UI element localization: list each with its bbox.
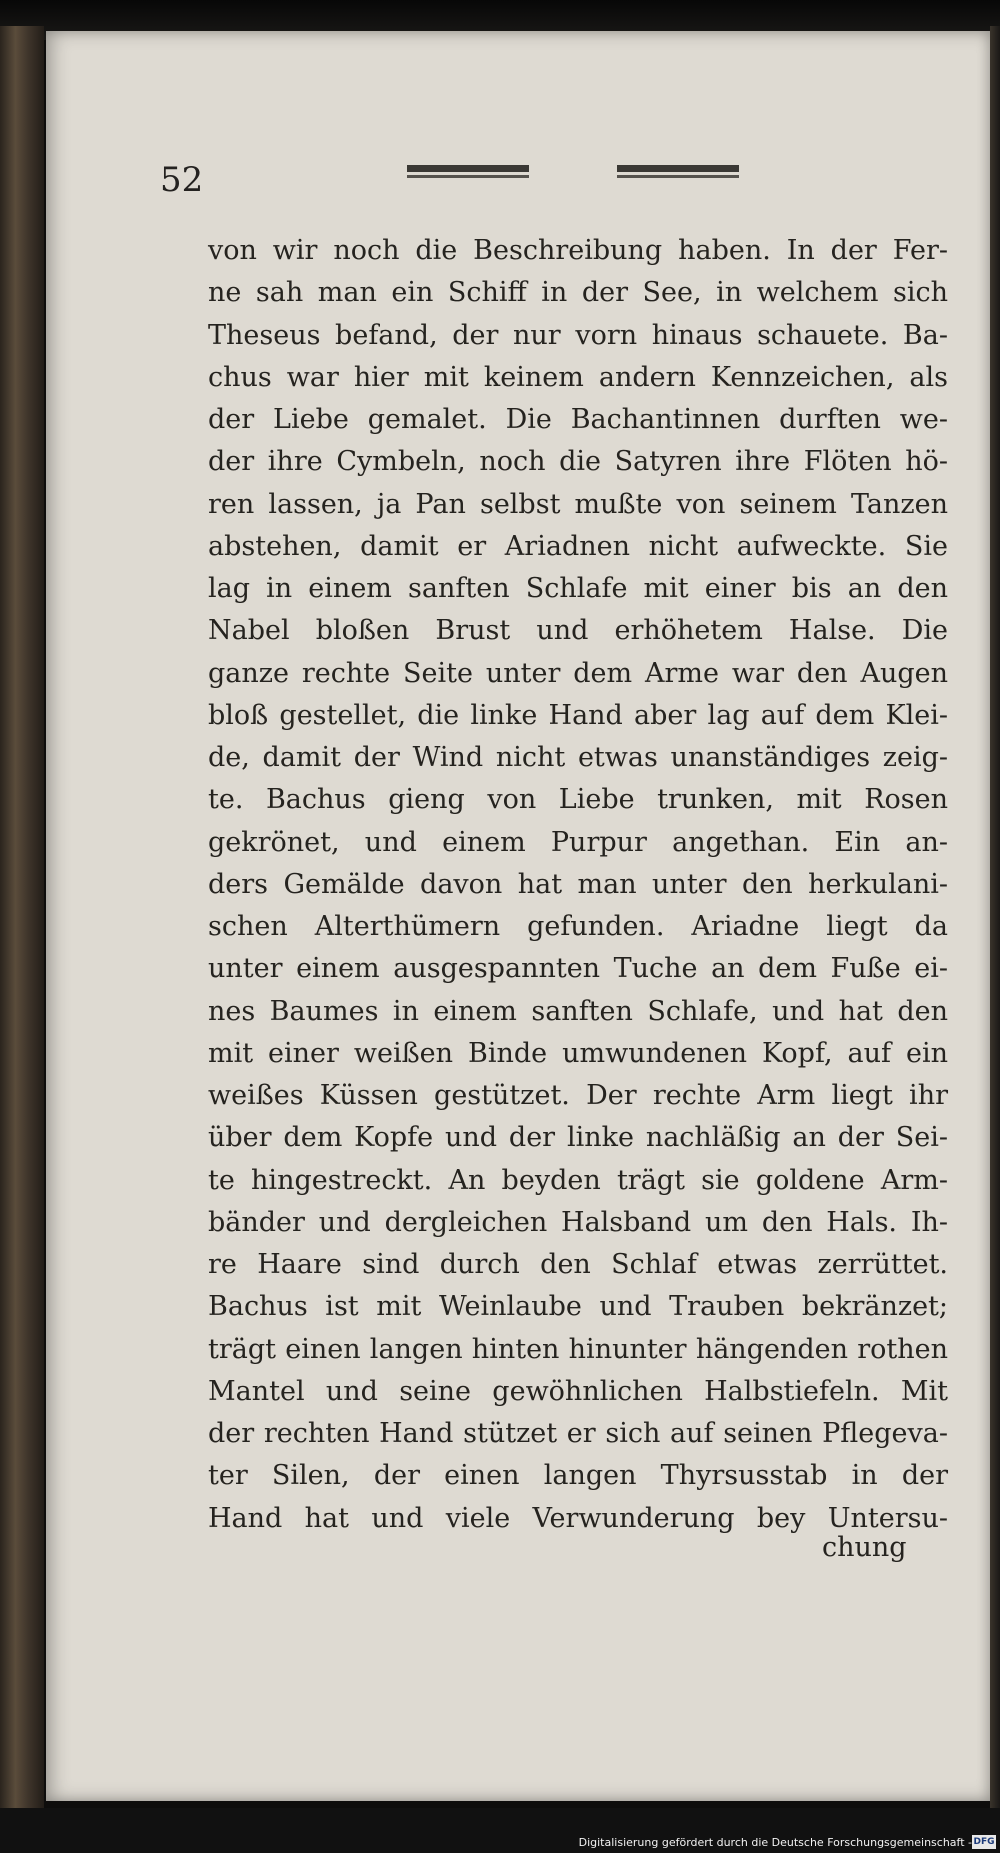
text-line: schen Alterthümern gefunden. Ariadne liegt da (208, 911, 948, 942)
text-line: abstehen, damit er Ariadnen nicht aufweckte. Sie (208, 530, 948, 562)
text-line: ter Silen, der einen langen Thyrsusstab in der (208, 1460, 948, 1492)
text-line: te hingestreckt. An beyden trägt sie goldene Arm- (208, 1164, 948, 1196)
text-line: weißes Küssen gestützet. Der rechte Arm liegt ihr (208, 1080, 948, 1111)
text-line: de, damit der Wind nicht etwas unanständiges zeig- (208, 742, 948, 773)
text-line: Theseus befand, der nur vorn hinaus schauete. Ba- (208, 319, 948, 351)
text-line: re Haare sind durch den Schlaf etwas zerrüttet. (208, 1249, 948, 1280)
text-line: der rechten Hand stützet er sich auf seinen Pflegeva- (208, 1418, 948, 1449)
text-line: bloß gestellet, die linke Hand aber lag auf dem Klei- (208, 699, 948, 731)
text-line: Bachus ist mit Weinlaube und Trauben bekränzet; (208, 1291, 948, 1323)
text-line: unter einem ausgespannten Tuche an dem Fuße ei- (208, 953, 948, 985)
text-line: über dem Kopfe und der linke nachläßig an der Sei- (208, 1122, 948, 1154)
text-line: mit einer weißen Binde umwundenen Kopf, auf ein (208, 1037, 948, 1069)
text-line: lag in einem sanften Schlafe mit einer bis an den (208, 573, 948, 604)
body-text (208, 230, 948, 1540)
text-line: Mantel und seine gewöhnlichen Halbstiefeln. Mit (208, 1375, 948, 1407)
page-number: 52 (160, 160, 204, 200)
text-line: der ihre Cymbeln, noch die Satyren ihre Flöten hö- (208, 446, 948, 478)
book-spine (0, 26, 44, 1808)
text-line: nes Baumes in einem sanften Schlafe, und hat den (208, 995, 948, 1027)
catchword: chung (822, 1532, 907, 1563)
dfg-logo: DFG (973, 1837, 995, 1847)
text-line: der Liebe gemalet. Die Bachantinnen durften we- (208, 404, 948, 435)
header-ornament-right (617, 161, 739, 183)
text-line: ders Gemälde davon hat man unter den herkulani- (208, 868, 948, 900)
text-line: ne sah man ein Schiff in der See, in welchem sich (208, 277, 948, 309)
text-line: te. Bachus gieng von Liebe trunken, mit Rosen (208, 784, 948, 816)
text-line: Hand hat und viele Verwunderung bey Untersu- (208, 1502, 948, 1534)
text-line: ganze rechte Seite unter dem Arme war den Augen (208, 657, 948, 689)
text-line: chus war hier mit keinem andern Kennzeichen, als (208, 361, 948, 393)
digitization-credit: Digitalisierung gefördert durch die Deutsche Forschungsgemeinschaft - (578, 1836, 972, 1849)
text-line: bänder und dergleichen Halsband um den Hals. Ih- (208, 1206, 948, 1238)
text-line: Nabel bloßen Brust und erhöhetem Halse. Die (208, 615, 948, 647)
header-ornament-left (407, 161, 529, 183)
text-line: ren lassen, ja Pan selbst mußte von seinem Tanzen (208, 488, 948, 520)
text-line: trägt einen langen hinten hinunter hängenden rothen (208, 1333, 948, 1365)
scan-right-edge (990, 26, 1000, 1808)
text-line: von wir noch die Beschreibung haben. In der Fer- (208, 235, 948, 266)
text-line: gekrönet, und einem Purpur angethan. Ein an- (208, 826, 948, 858)
